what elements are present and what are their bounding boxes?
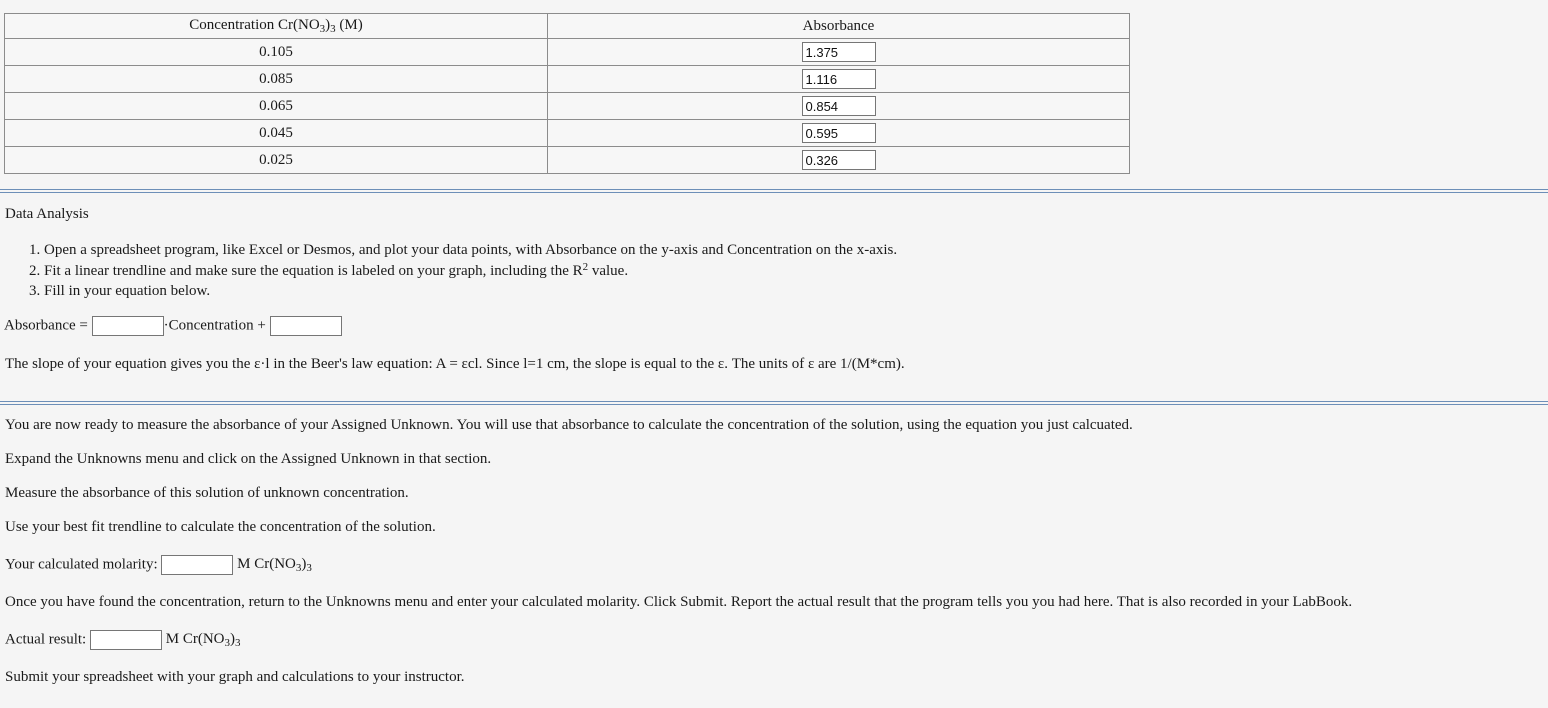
submit-note: Submit your spreadsheet with your graph and calculations to your instructor. (5, 669, 465, 685)
expand-menu-text: Expand the Unknowns menu and click on the Assigned Unknown in that section. (5, 451, 492, 467)
molarity-unit: M $Cr(NO_3)_3$ (237, 556, 312, 575)
section-divider (0, 189, 1548, 193)
absorbance-cell (548, 66, 1130, 93)
equation-mid-text: ·Concentration + (163, 317, 266, 334)
once-found-text: Once you have found the concentration, return to the Unknowns menu and enter your calculated molarity. Click Submit. Report the actual result that the program tells you you had here. That is also recorded in your LabBook. (5, 594, 1353, 610)
absorbance-input[interactable] (802, 69, 876, 89)
molarity-row (5, 555, 312, 575)
header-absorbance: Absorbance (548, 14, 1130, 39)
actual-result-label: Actual result: (5, 631, 87, 648)
concentration-cell: 0.025 (5, 147, 548, 174)
absorbance-input[interactable] (802, 42, 876, 62)
slope-input[interactable] (92, 316, 164, 336)
equation-label: Absorbance = (4, 317, 88, 334)
header-concentration: Concentration $Cr(NO_3)_3$ (M) (5, 14, 548, 39)
measure-text: Measure the absorbance of this solution of unknown concentration. (5, 485, 409, 501)
absorbance-data-table (4, 13, 1130, 174)
data-analysis-heading: Data Analysis (5, 206, 89, 222)
unknown-intro-text: You are now ready to measure the absorbance of your Assigned Unknown. You will use that absorbance to calculate the concentration of the solution, using the equation you just calcuated. (5, 417, 1133, 433)
section-divider (0, 401, 1548, 405)
list-item: 1. Open a spreadsheet program, like Excel or Desmos, and plot your data points, with Absorbance on the y-axis and Concentration on the x-axis. (44, 240, 897, 261)
concentration-cell: 0.085 (5, 66, 548, 93)
equation-row (4, 316, 342, 336)
table-row (5, 66, 1130, 93)
instructions-list (4, 240, 897, 302)
molarity-label: Your calculated molarity: (5, 556, 158, 573)
absorbance-input[interactable] (802, 123, 876, 143)
table-header-row (5, 14, 1130, 39)
best-fit-text: Use your best fit trendline to calculate the concentration of the solution. (5, 519, 436, 535)
absorbance-cell (548, 93, 1130, 120)
absorbance-cell (548, 147, 1130, 174)
absorbance-cell (548, 120, 1130, 147)
superscript: 2 (582, 260, 589, 273)
slope-explanation: The slope of your equation gives you the ε·l in the Beer's law equation: A = εcl. Since l=1 cm, the slope is equal to the ε. The units of ε are 1/(M*cm). (5, 356, 905, 372)
list-item: 3. Fill in your equation below. (44, 281, 897, 302)
absorbance-input[interactable] (802, 150, 876, 170)
table-row (5, 120, 1130, 147)
table-row (5, 147, 1130, 174)
concentration-cell: 0.045 (5, 120, 548, 147)
table-row (5, 39, 1130, 66)
list-item: 2. Fit a linear trendline and make sure the equation is labeled on your graph, including the $R^2$ value. (44, 261, 897, 282)
table-row (5, 93, 1130, 120)
calculated-molarity-input[interactable] (161, 555, 233, 575)
absorbance-input[interactable] (802, 96, 876, 116)
actual-result-row (5, 630, 240, 650)
concentration-cell: 0.065 (5, 93, 548, 120)
concentration-cell: 0.105 (5, 39, 548, 66)
absorbance-cell (548, 39, 1130, 66)
actual-result-unit: M $Cr(NO_3)_3$ (165, 631, 241, 650)
intercept-input[interactable] (270, 316, 342, 336)
actual-result-input[interactable] (90, 630, 162, 650)
